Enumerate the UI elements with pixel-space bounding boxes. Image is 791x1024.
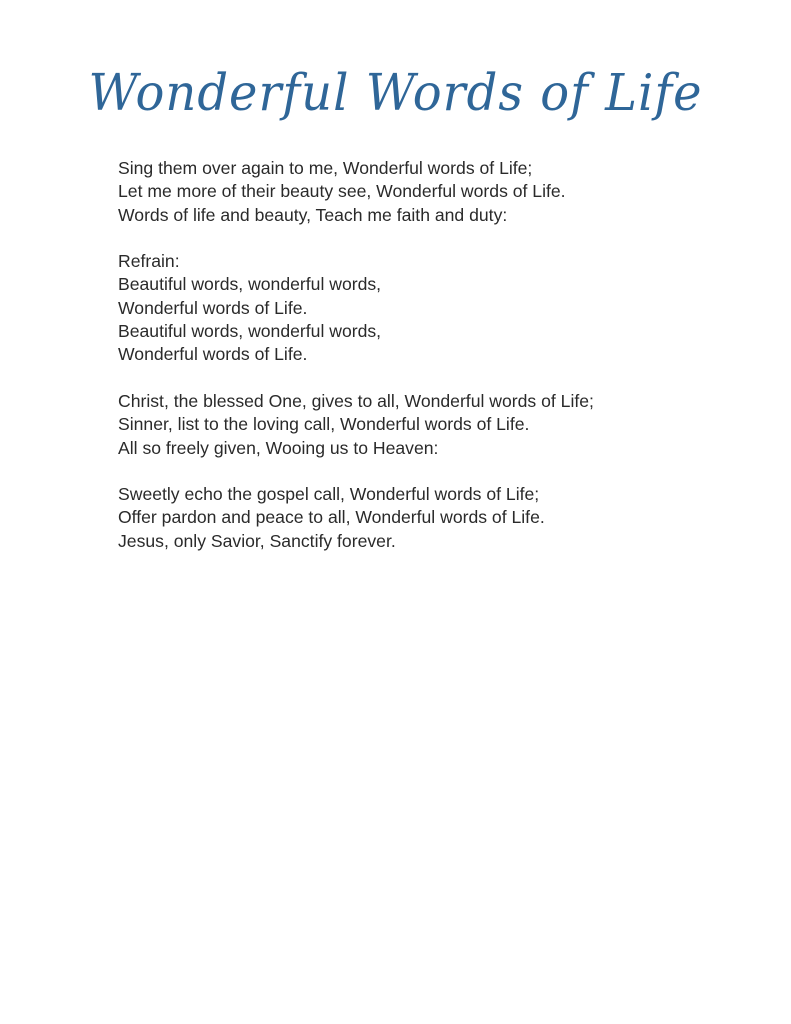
lyric-line: Beautiful words, wonderful words, — [118, 274, 382, 295]
stanza-verse-1 — [118, 157, 718, 227]
lyric-line: Christ, the blessed One, gives to all, Wonderful words of Life; — [118, 390, 594, 411]
lyric-line: All so freely given, Wooing us to Heaven: — [118, 437, 439, 458]
lyric-line: Let me more of their beauty see, Wonderful words of Life. — [118, 181, 566, 202]
lyric-line: Jesus, only Savior, Sanctify forever. — [118, 530, 396, 551]
lyric-line: Sing them over again to me, Wonderful words of Life; — [118, 158, 533, 178]
lyric-line: Offer pardon and peace to all, Wonderful words of Life. — [118, 507, 545, 528]
lyric-line: Wonderful words of Life. — [118, 344, 308, 365]
refrain-label: Refrain: — [118, 251, 180, 272]
stanza-verse-3 — [118, 483, 718, 553]
lyric-line: Beautiful words, wonderful words, — [118, 321, 382, 342]
lyric-line: Sinner, list to the loving call, Wonderful words of Life. — [118, 414, 530, 435]
lyric-line: Wonderful words of Life. — [118, 297, 308, 318]
lyric-line: Sweetly echo the gospel call, Wonderful words of Life; — [118, 484, 540, 505]
stanza-verse-2 — [118, 390, 718, 460]
lyric-line: Words of life and beauty, Teach me faith and duty: — [118, 204, 508, 225]
page-title: Wonderful Words of Life — [88, 63, 703, 123]
stanza-refrain — [118, 250, 718, 366]
lyrics-body — [118, 157, 718, 576]
